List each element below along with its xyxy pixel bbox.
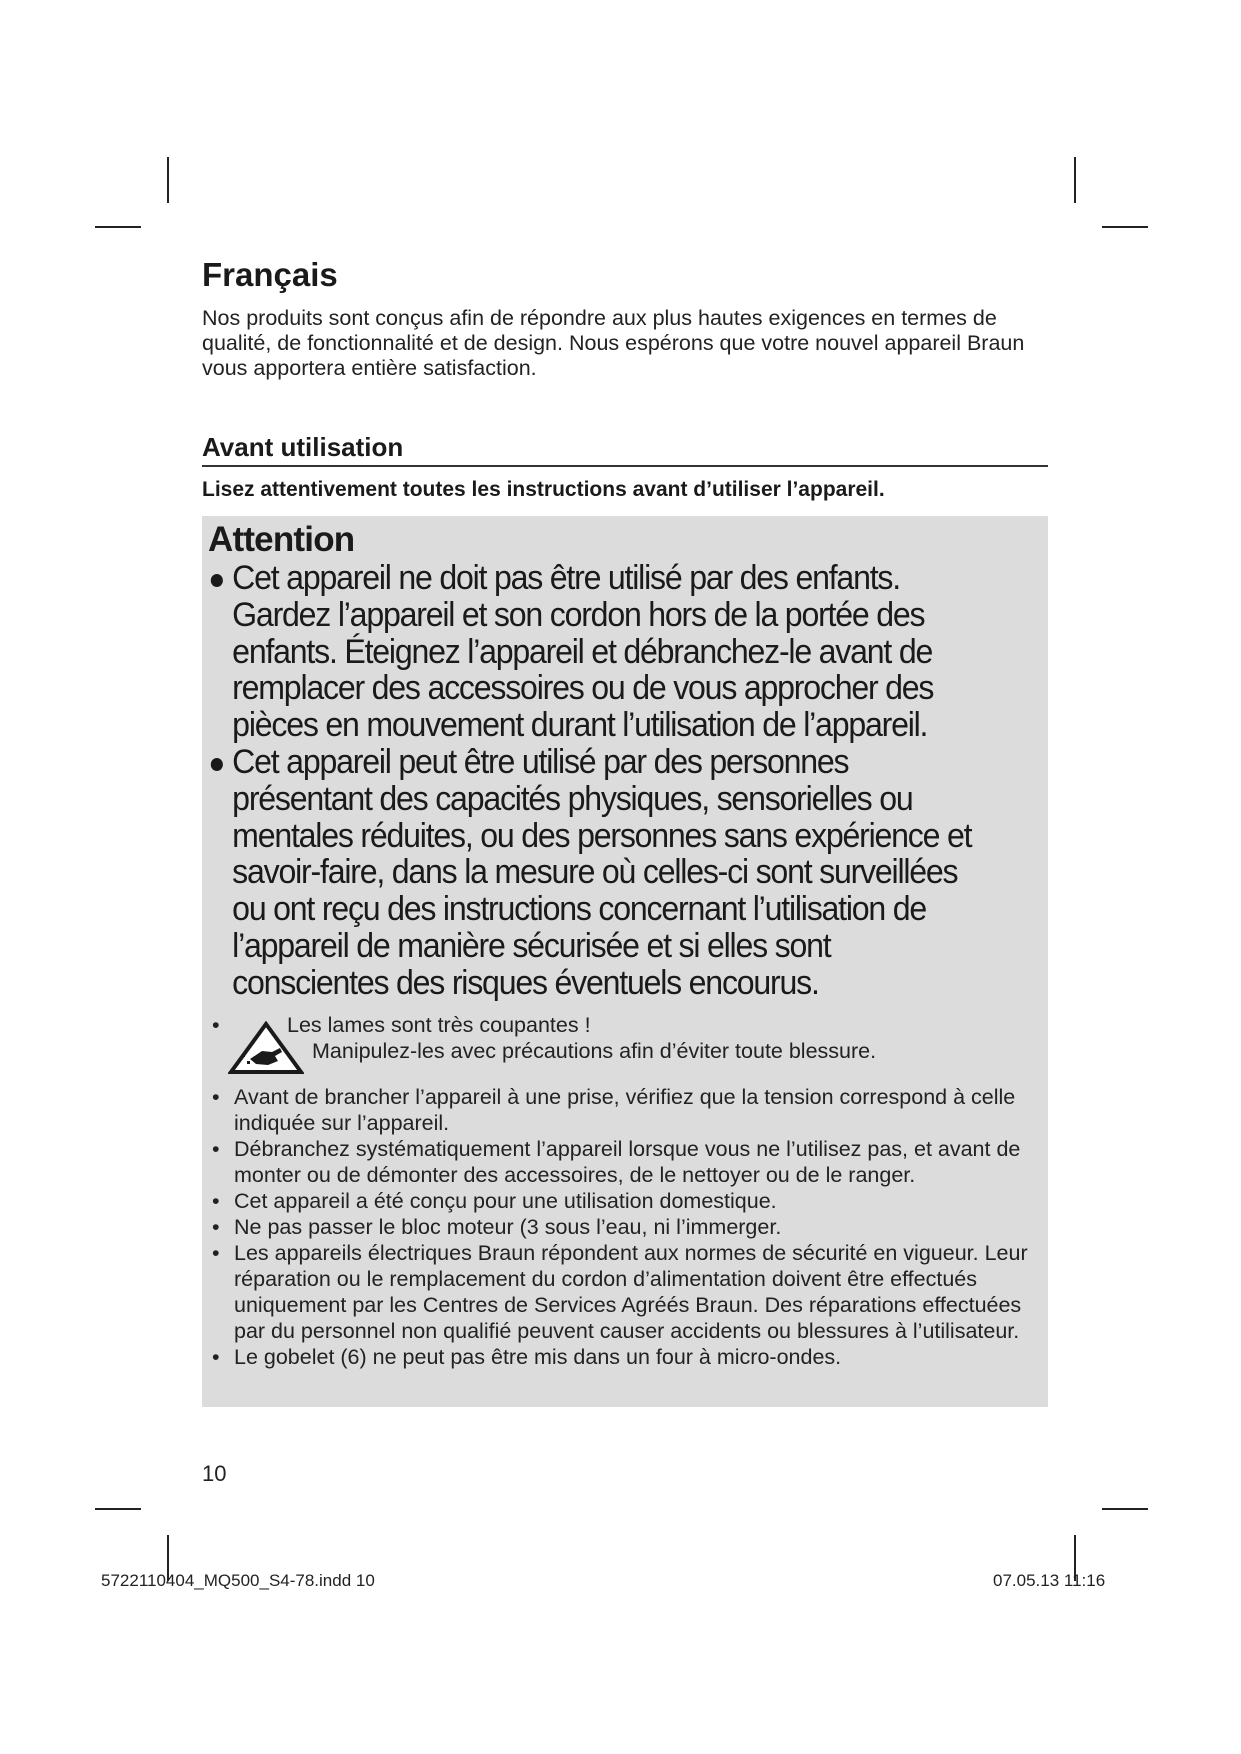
safety-item: • Ne pas passer le bloc moteur (3 sous l’eau, ni l’immerger. (212, 1214, 1040, 1240)
attention-item: Cet appareil ne doit pas être utilisé par des enfants. Gardez l’appareil et son cordon hors de la portée des enfants. Éteignez l’appareil et débranchez-le avant de remplacer des accessoires ou de vous approcher des pièces en mouvement durant l’utilisation de l’appareil. (208, 560, 989, 744)
safety-list (212, 1084, 1040, 1370)
attention-item: Cet appareil peut être utilisé par des personnes présentant des capacités physiques, sensorielles ou mentales réduites, ou des personnes sans expérience et savoir-faire, dans la mesure où celles-ci sont surveillées ou ont reçu des instructions concernant l’utilisation de l’appareil de manière sécurisée et si elles sont conscientes des risques éventuels encourus. (208, 744, 989, 1002)
attention-list (208, 560, 989, 1002)
crop-mark (167, 157, 169, 203)
print-slug-file: 5722110404_MQ500_S4-78.indd 10 (101, 1571, 375, 1590)
crop-mark (95, 226, 141, 228)
safety-item: • Avant de brancher l’appareil à une prise, vérifiez que la tension correspond à celle indiquée sur l’appareil. (212, 1084, 1040, 1136)
section-title: Avant utilisation (202, 432, 404, 462)
attention-title: Attention (208, 520, 355, 559)
intro-paragraph: Nos produits sont conçus afin de répondre aux plus hautes exigences en termes de qualité, de fonctionnalité et de design. Nous espérons que votre nouvel appareil Braun vous apportera entière satisfaction. (202, 306, 1025, 380)
crop-mark (95, 1508, 141, 1510)
page-title: Français (202, 256, 338, 293)
safety-item: • Débranchez systématiquement l’appareil lorsque vous ne l’utilisez pas, et avant de monter ou de démonter des accessoires, de le nettoyer ou de le ranger. (212, 1136, 1040, 1188)
safety-item: • Le gobelet (6) ne peut pas être mis dans un four à micro-ondes. (212, 1344, 1040, 1370)
section-divider (202, 465, 1048, 467)
blade-warning (212, 1013, 1042, 1083)
crop-mark (1102, 226, 1148, 228)
read-instructions-note: Lisez attentivement toutes les instructions avant d’utiliser l’appareil. (202, 478, 885, 501)
print-slug-date: 07.05.13 11:16 (993, 1571, 1106, 1590)
blade-warning-line: Les lames sont très coupantes ! (287, 1013, 591, 1037)
safety-item: • Cet appareil a été conçu pour une utilisation domestique. (212, 1188, 1040, 1214)
crop-mark (1102, 1508, 1148, 1510)
bullet: • (212, 1013, 220, 1037)
safety-item: • Les appareils électriques Braun répondent aux normes de sécurité en vigueur. Leur réparation ou le remplacement du cordon d’alimentation doivent être effectués uniquement par les Centres de Services Agréés Braun. Des réparations effectuées par du personnel non qualifié peuvent causer accidents ou blessures à l’utilisateur. (212, 1240, 1040, 1344)
crop-mark (1074, 157, 1076, 203)
blade-warning-line: Manipulez-les avec précautions afin d’éviter toute blessure. (312, 1039, 877, 1063)
page-number: 10 (202, 1461, 227, 1486)
